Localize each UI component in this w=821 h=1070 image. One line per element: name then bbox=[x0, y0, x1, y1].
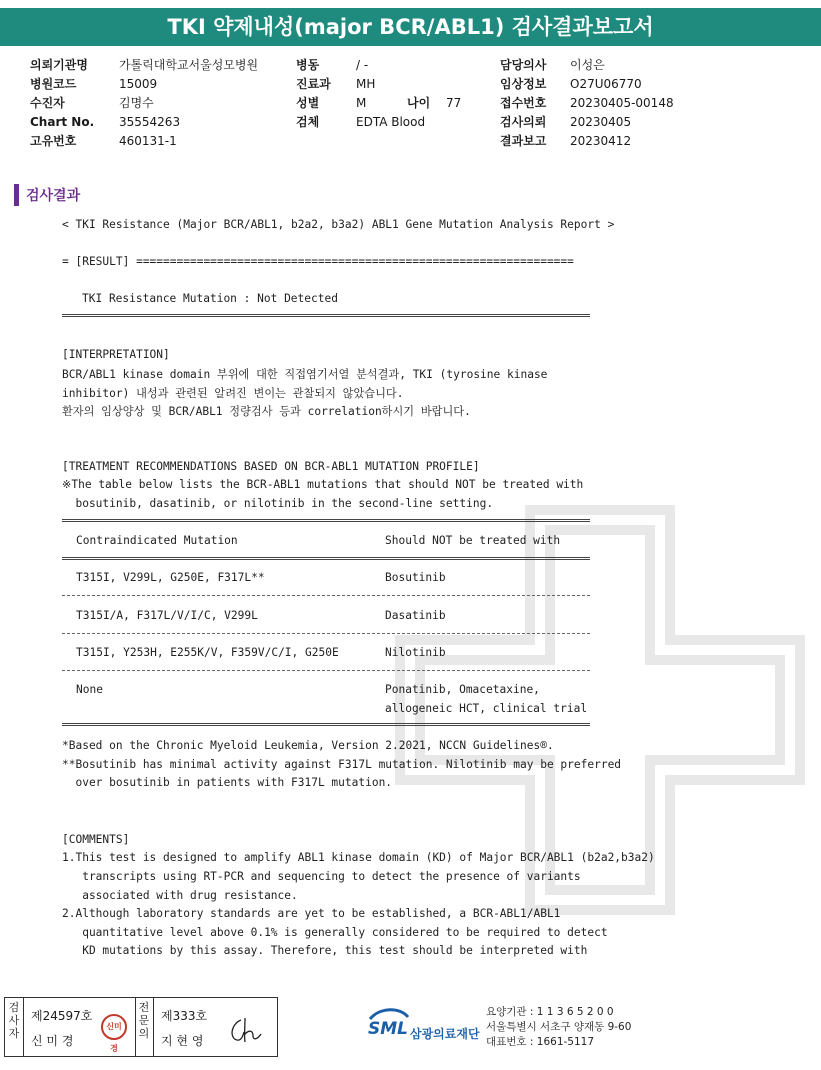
info-label: 임상정보 bbox=[500, 77, 547, 91]
report-heading: < TKI Resistance (Major BCR/ABL1, b2a2, b3a2) ABL1 Gene Mutation Analysis Report > bbox=[62, 218, 615, 231]
info-value: 15009 bbox=[119, 77, 158, 91]
footnote-line: *Based on the Chronic Myeloid Leukemia, Version 2.2021, NCCN Guidelines®. bbox=[62, 739, 554, 752]
signature-box bbox=[4, 997, 278, 1057]
info-value: MH bbox=[356, 77, 376, 91]
info-label: 진료과 bbox=[296, 77, 331, 91]
row-divider bbox=[62, 595, 590, 596]
info-label: 성별 bbox=[296, 96, 320, 110]
signature-icon bbox=[227, 1016, 267, 1046]
section-title: 검사결과 bbox=[26, 188, 81, 204]
footer bbox=[0, 993, 821, 1063]
age-label: 나이 bbox=[407, 96, 431, 110]
info-value: 20230405-00148 bbox=[570, 96, 674, 110]
specialist-name: 지 현 영 bbox=[161, 1034, 204, 1048]
divider-double bbox=[62, 314, 590, 317]
table-cell-drug-cont: allogeneic HCT, clinical trial bbox=[385, 702, 588, 715]
comments-title: [COMMENTS] bbox=[62, 833, 130, 846]
header-col1-labels bbox=[30, 56, 120, 151]
section-accent-bar bbox=[14, 184, 19, 206]
org-name: 삼광의료재단 bbox=[410, 1027, 480, 1041]
info-value: / - bbox=[356, 58, 369, 72]
row-divider bbox=[62, 670, 590, 671]
result-header: = [RESULT] ================================================================= bbox=[62, 255, 574, 268]
footnote-line: over bosutinib in patients with F317L mutation. bbox=[62, 776, 393, 789]
footnote-line: **Bosutinib has minimal activity against F317L mutation. Nilotinib may be preferred bbox=[62, 758, 622, 771]
info-label: 검사의뢰 bbox=[500, 115, 547, 129]
header-col1-values bbox=[119, 56, 289, 151]
org-logo bbox=[366, 1005, 480, 1047]
interpretation-line: 환자의 임상양상 및 BCR/ABL1 정량검사 등과 correlation하시기 바랍니다. bbox=[62, 405, 471, 418]
org-abbr: SML bbox=[368, 1019, 408, 1039]
examiner-seal-icon: 신미경 bbox=[101, 1014, 127, 1040]
table-cell-mutation: T315I, Y253H, E255K/V, F359V/C/I, G250E bbox=[76, 646, 339, 659]
examiner-name: 신 미 경 bbox=[31, 1034, 74, 1048]
comment-line: KD mutations by this assay. Therefore, this test should be interpreted with bbox=[62, 944, 588, 957]
report-title: TKI 약제내성(major BCR/ABL1) 검사결과보고서 bbox=[0, 8, 821, 46]
org-address bbox=[486, 1005, 631, 1050]
table-cell-drug: Bosutinib bbox=[385, 571, 446, 584]
info-label: 접수번호 bbox=[500, 96, 547, 110]
table-header-border bbox=[62, 557, 590, 560]
info-value: 김명수 bbox=[119, 96, 154, 110]
table-cell-drug: Dasatinib bbox=[385, 609, 446, 622]
comment-line: 1.This test is designed to amplify ABL1 kinase domain (KD) of Major BCR/ABL1 (b2a2,b3a2) bbox=[62, 851, 655, 864]
interpretation-line: BCR/ABL1 kinase domain 부위에 대한 직접염기서열 분석결과, TKI (tyrosine kinase bbox=[62, 368, 548, 381]
treatment-note-line: ※The table below lists the BCR-ABL1 mutations that should NOT be treated with bbox=[62, 478, 584, 491]
info-value: 가톨릭대학교서울성모병원 bbox=[119, 58, 259, 72]
address-line: 서울특별시 서초구 양재동 9-60 bbox=[486, 1021, 632, 1033]
info-label: 병원코드 bbox=[30, 77, 77, 91]
header-col2-labels bbox=[296, 56, 356, 132]
table-cell-mutation: T315I/A, F317L/V/I/C, V299L bbox=[76, 609, 258, 622]
info-label: Chart No. bbox=[30, 115, 95, 129]
specialist-license: 제333호 bbox=[161, 1009, 208, 1023]
comment-line: associated with drug resistance. bbox=[62, 889, 298, 902]
info-value: EDTA Blood bbox=[356, 115, 426, 129]
header-col3-values bbox=[570, 56, 710, 151]
info-label: 병동 bbox=[296, 58, 320, 72]
examiner-license: 제24597호 bbox=[31, 1009, 93, 1023]
comment-line: quantitative level above 0.1% is generally considered to be required to detect bbox=[62, 926, 608, 939]
info-value: O27U06770 bbox=[570, 77, 642, 91]
info-value: M bbox=[356, 96, 367, 110]
info-label: 결과보고 bbox=[500, 134, 547, 148]
info-label: 검체 bbox=[296, 115, 320, 129]
specialist-label: 전문의 bbox=[138, 1001, 150, 1040]
comment-line: transcripts using RT-PCR and sequencing to detect the presence of variants bbox=[62, 870, 581, 883]
info-value: 이성은 bbox=[570, 58, 605, 72]
table-cell-mutation: None bbox=[76, 683, 103, 696]
table-bottom-border bbox=[62, 723, 590, 726]
address-line: 요양기관 : 1 1 3 6 5 2 0 0 bbox=[486, 1006, 614, 1018]
info-value: 460131-1 bbox=[119, 134, 177, 148]
info-value: 35554263 bbox=[119, 115, 181, 129]
row-divider bbox=[62, 633, 590, 634]
result-line: TKI Resistance Mutation : Not Detected bbox=[82, 292, 338, 305]
table-cell-drug: Nilotinib bbox=[385, 646, 446, 659]
table-cell-drug: Ponatinib, Omacetaxine, bbox=[385, 683, 540, 696]
table-header-mutation: Contraindicated Mutation bbox=[76, 534, 238, 547]
interpretation-line: inhibitor) 내성과 관련된 알려진 변이는 관찰되지 않았습니다. bbox=[62, 387, 404, 400]
info-value: 20230412 bbox=[570, 134, 632, 148]
info-label: 고유번호 bbox=[30, 134, 77, 148]
age-value: 77 bbox=[446, 96, 462, 110]
table-cell-mutation: T315I, V299L, G250E, F317L** bbox=[76, 571, 265, 584]
info-label: 의뢰기관명 bbox=[30, 58, 88, 72]
examiner-label: 검사자 bbox=[8, 1001, 20, 1040]
comment-line: 2.Although laboratory standards are yet to be established, a BCR-ABL1/ABL1 bbox=[62, 907, 561, 920]
info-label: 담당의사 bbox=[500, 58, 547, 72]
info-value: 20230405 bbox=[570, 115, 632, 129]
treatment-title: [TREATMENT RECOMMENDATIONS BASED ON BCR-ABL1 MUTATION PROFILE] bbox=[62, 460, 480, 473]
interpretation-title: [INTERPRETATION] bbox=[62, 348, 170, 361]
treatment-note-line: bosutinib, dasatinib, or nilotinib in the second-line setting. bbox=[62, 497, 494, 510]
table-top-border bbox=[62, 519, 590, 522]
header-col3-labels bbox=[500, 56, 570, 151]
age-field bbox=[407, 94, 461, 113]
info-label: 수진자 bbox=[30, 96, 65, 110]
table-header-drug: Should NOT be treated with bbox=[385, 534, 561, 547]
address-line: 대표번호 : 1661-5117 bbox=[486, 1036, 595, 1048]
